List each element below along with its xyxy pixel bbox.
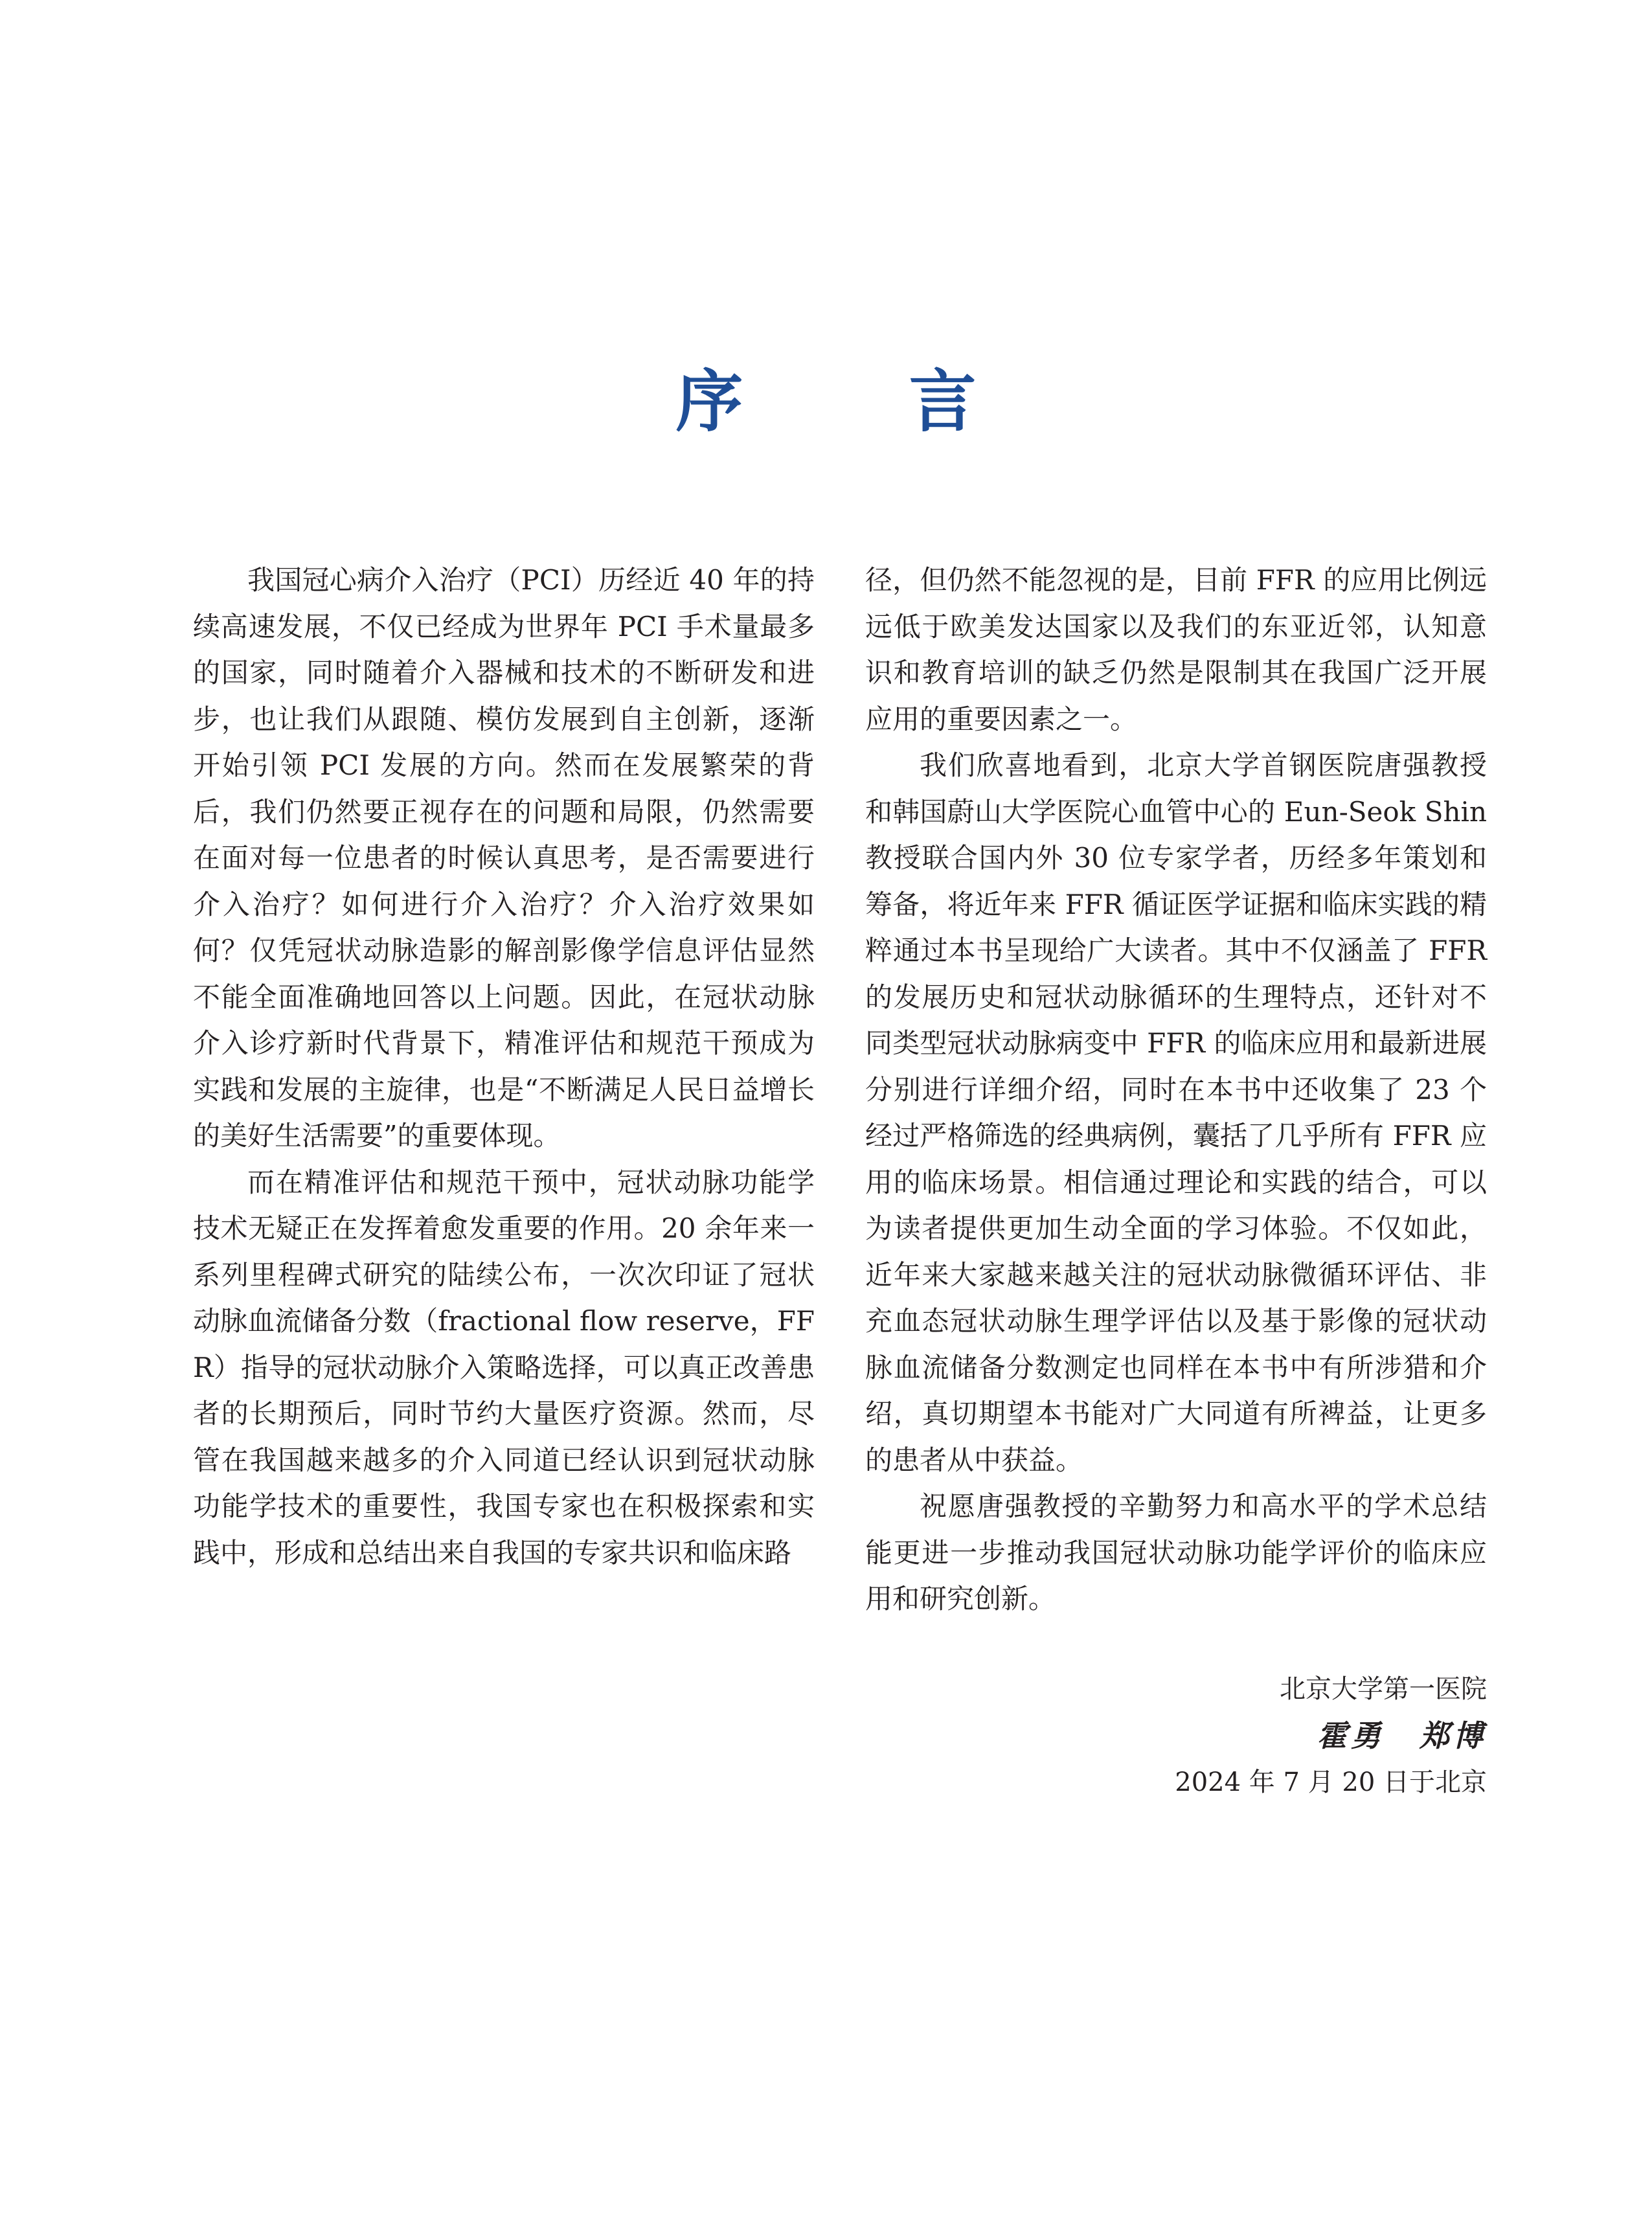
paragraph: 我国冠心病介入治疗（PCI）历经近 40 年的持续高速发展，不仅已经成为世界年 PCI 手术量最多的国家，同时随着介入器械和技术的不断研发和进步，也让我们从跟随、模仿发展到自主创新，逐渐开始引领 PCI 发展的方向。然而在发展繁荣的背后，我们仍然要正视存在的问题和局限，仍然需要在面对每一位患者的时候认真思考，是否需要进行介入治疗？如何进行介入治疗？介入治疗效果如何？仅凭冠状动脉造影的解剖影像学信息评估显然不能全面准确地回答以上问题。因此，在冠状动脉介入诊疗新时代背景下，精准评估和规范干预成为实践和发展的主旋律，也是“不断满足人民日益增长的美好生活需要”的重要体现。 [193, 564, 815, 1152]
paragraph: 祝愿唐强教授的辛勤努力和高水平的学术总结能更进一步推动我国冠状动脉功能学评价的临床应用和研究创新。 [865, 1490, 1487, 1615]
signature-institution: 北京大学第一医院 [1280, 1674, 1487, 1704]
left-column [193, 557, 815, 1622]
signature-date: 2024 年 7 月 20 日于北京 [1175, 1767, 1487, 1797]
paragraph: 而在精准评估和规范干预中，冠状动脉功能学技术无疑正在发挥着愈发重要的作用。20 余年来一系列里程碑式研究的陆续公布，一次次印证了冠状动脉血流储备分数（fractional flow reserve，FFR）指导的冠状动脉介入策略选择，可以真正改善患者的长期预后，同时节约大量医疗资源。然而，尽管在我国越来越多的介入同道已经认识到冠状动脉功能学技术的重要性，我国专家也在积极探索和实践中，形成和总结出来自我国的专家共识和临床路 [193, 1166, 815, 1569]
signature-name: 郑博 [1420, 1718, 1487, 1753]
body-columns [193, 557, 1487, 1622]
signature-names [1175, 1712, 1487, 1759]
signature-block [1175, 1666, 1487, 1806]
paragraph: 我们欣喜地看到，北京大学首钢医院唐强教授和韩国蔚山大学医院心血管中心的 Eun-Seok Shin 教授联合国内外 30 位专家学者，历经多年策划和筹备，将近年来 FFR 循证医学证据和临床实践的精粹通过本书呈现给广大读者。其中不仅涵盖了 FFR 的发展历史和冠状动脉循环的生理特点，还针对不同类型冠状动脉病变中 FFR 的临床应用和最新进展分别进行详细介绍，同时在本书中还收集了 23 个经过严格筛选的经典病例，囊括了几乎所有 FFR 应用的临床场景。相信通过理论和实践的结合，可以为读者提供更加生动全面的学习体验。不仅如此，近年来大家越来越关注的冠状动脉微循环评估、非充血态冠状动脉生理学评估以及基于影像的冠状动脉血流储备分数测定也同样在本书中有所涉猎和介绍，真切期望本书能对广大同道有所裨益，让更多的患者从中获益。 [865, 749, 1487, 1476]
paragraph-continuation: 径，但仍然不能忽视的是，目前 FFR 的应用比例远远低于欧美发达国家以及我们的东亚近邻，认知意识和教育培训的缺乏仍然是限制其在我国广泛开展应用的重要因素之一。 [865, 564, 1487, 735]
right-column [865, 557, 1487, 1622]
page-title: 序 言 [675, 361, 1048, 441]
signature-name: 霍勇 [1317, 1718, 1385, 1753]
